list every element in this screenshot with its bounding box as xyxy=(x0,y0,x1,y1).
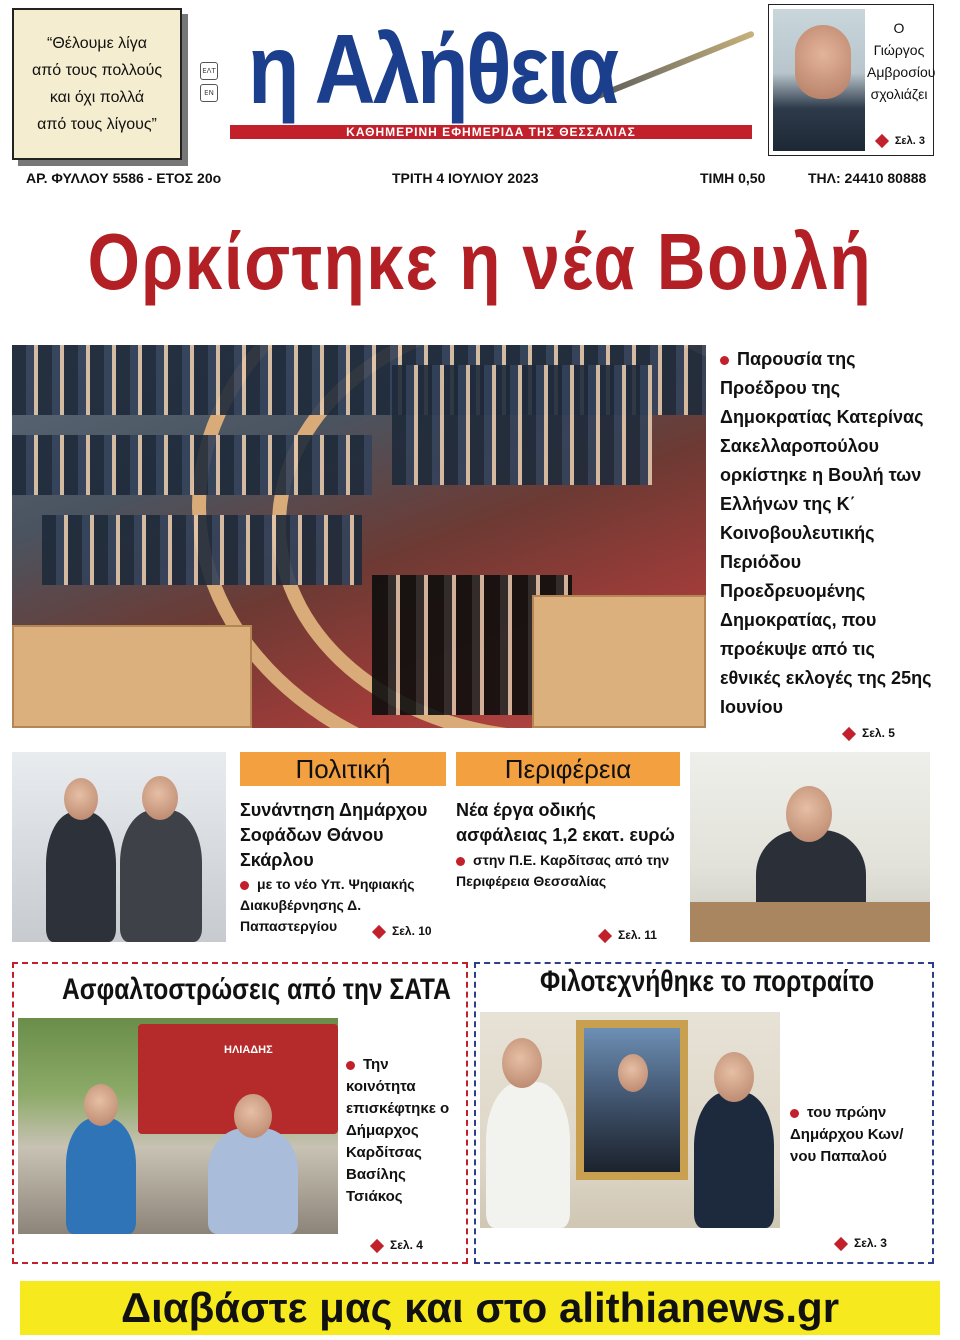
person-figure xyxy=(208,1128,298,1234)
portrait-story-title[interactable]: Φιλοτεχνήθηκε το πορτραίτο xyxy=(540,965,875,998)
person-face xyxy=(714,1052,754,1102)
parliament-photo[interactable] xyxy=(12,345,706,728)
crowd-row xyxy=(392,365,652,485)
diamond-icon xyxy=(842,727,856,741)
person-figure xyxy=(120,810,202,942)
lead-page-ref[interactable] xyxy=(844,726,895,740)
diamond-icon xyxy=(875,134,889,148)
framed-portrait xyxy=(576,1020,688,1180)
person-face xyxy=(234,1094,272,1138)
columnist-page-ref xyxy=(877,135,925,147)
truck-label: ΗΛΙΑΔΗΣ xyxy=(224,1044,273,1056)
lead-ref-text: Σελ. 5 xyxy=(862,726,895,740)
diamond-icon xyxy=(372,925,386,939)
bullet-icon xyxy=(346,1061,355,1070)
region-ref-text: Σελ. 11 xyxy=(618,928,657,942)
issue-price: ΤΙΜΗ 0,50 xyxy=(700,170,766,186)
person-face xyxy=(142,776,178,820)
region-body-text: στην Π.Ε. Καρδίτσας από την Περιφέρεια Θεσσαλίας xyxy=(456,852,670,889)
region-photo[interactable] xyxy=(690,752,930,942)
person-figure xyxy=(694,1092,774,1228)
asphalt-ref-text: Σελ. 4 xyxy=(390,1238,423,1252)
diamond-icon xyxy=(834,1237,848,1251)
region-story-body xyxy=(456,850,676,892)
quote-line: “Θέλουμε λίγα xyxy=(47,35,147,52)
crowd-row xyxy=(42,515,362,585)
desk xyxy=(690,902,930,942)
issue-number: ΑΡ. ΦΥΛΛΟΥ 5586 - ΕΤΟΣ 20ο xyxy=(26,170,222,186)
diamond-icon xyxy=(370,1239,384,1253)
quote-line: από τους πολλούς xyxy=(31,62,163,79)
asphalt-body-text: Την κοινότητα επισκέφτηκε ο Δήμαρχος Καρδίτσας Βασίλης Τσιάκος xyxy=(346,1056,450,1205)
columnist-box[interactable] xyxy=(768,4,934,156)
bullet-icon xyxy=(456,857,465,866)
columnist-caption xyxy=(867,17,936,105)
certification-badges xyxy=(200,62,226,132)
region-page-ref[interactable] xyxy=(600,928,657,942)
portrait-body-text: του πρώην Δημάρχου Κων/νου Παπαλού xyxy=(790,1104,904,1165)
bullet-icon xyxy=(240,881,249,890)
lead-body: Παρουσία της Προέδρου της Δημοκρατίας Κατερίνας Σακελλαροπούλου ορκίστηκε η Βουλή των Ελλήνων της Κ΄ Κοινοβουλευτικής Περιόδου Προεδρευομένης Δημοκρατίας, που προέκυψε από τις εθνικές εκλογές της 25ης Ιουνίου xyxy=(720,349,932,717)
columnist-ref-text: Σελ. 3 xyxy=(894,135,925,147)
portrait-story-body xyxy=(790,1102,920,1168)
elt-badge-icon: ΕΛΤ xyxy=(200,62,218,80)
main-headline[interactable]: Ορκίστηκε η νέα Βουλή xyxy=(87,217,873,306)
politics-story-title[interactable]: Συνάντηση Δημάρχου Σοφάδων Θάνου Σκάρλου xyxy=(240,800,428,870)
person-figure xyxy=(66,1118,136,1234)
person-face xyxy=(64,778,98,820)
website-banner[interactable]: Διαβάστε μας και στο alithianews.gr xyxy=(20,1281,940,1335)
quote-line: και όχι πολλά xyxy=(49,89,145,106)
asphalt-story-body xyxy=(346,1054,454,1208)
bullet-icon xyxy=(720,356,729,365)
crowd-row xyxy=(12,435,372,495)
front-bench xyxy=(12,625,252,728)
politics-body-text: με το νέο Υπ. Ψηφιακής Διακυβέρνησης Δ. Παπαστεργίου xyxy=(240,876,415,934)
region-story-title[interactable]: Νέα έργα οδικής ασφάλειας 1,2 εκατ. ευρώ xyxy=(456,800,675,845)
podium xyxy=(532,595,706,728)
politics-section-tab[interactable]: Πολιτική xyxy=(240,752,446,786)
region-section-tab[interactable]: Περιφέρεια xyxy=(456,752,680,786)
portrait-face xyxy=(618,1054,648,1092)
portrait-ref-text: Σελ. 3 xyxy=(854,1236,887,1250)
en-badge-icon: ΕΝ xyxy=(200,84,218,102)
portrait-page-ref[interactable] xyxy=(836,1236,887,1250)
person-face xyxy=(84,1084,118,1126)
portrait-photo[interactable] xyxy=(480,1012,780,1228)
columnist-line: Αμβροσίου xyxy=(867,64,936,80)
person-figure xyxy=(486,1082,570,1228)
person-face xyxy=(502,1038,542,1088)
politics-page-ref[interactable] xyxy=(374,924,432,938)
phone-number: ΤΗΛ: 24410 80888 xyxy=(808,170,927,186)
newspaper-logo[interactable]: η Αλήθεια xyxy=(248,14,617,124)
quote-box xyxy=(12,8,182,160)
politics-ref-text: Σελ. 10 xyxy=(392,924,432,938)
masthead-tagline: ΚΑΘΗΜΕΡΙΝΗ ΕΦΗΜΕΡΙΔΑ ΤΗΣ ΘΕΣΣΑΛΙΑΣ xyxy=(230,125,752,139)
politics-photo[interactable] xyxy=(12,752,226,942)
asphalt-photo[interactable] xyxy=(18,1018,338,1234)
person-face xyxy=(786,786,832,842)
issue-date: ΤΡΙΤΗ 4 ΙΟΥΛΙΟΥ 2023 xyxy=(392,170,539,186)
quote-line: από τους λίγους” xyxy=(37,116,157,133)
asphalt-page-ref[interactable] xyxy=(372,1238,423,1252)
person-figure xyxy=(46,812,116,942)
columnist-line: Ο Γιώργος xyxy=(873,20,925,58)
columnist-face xyxy=(795,25,851,99)
diamond-icon xyxy=(598,929,612,943)
bullet-icon xyxy=(790,1109,799,1118)
columnist-line: σχολιάζει xyxy=(870,86,928,102)
asphalt-story-title[interactable]: Ασφαλτοστρώσεις από την ΣΑΤΑ xyxy=(62,973,451,1006)
columnist-photo xyxy=(773,9,865,151)
lead-story-text xyxy=(720,345,932,722)
